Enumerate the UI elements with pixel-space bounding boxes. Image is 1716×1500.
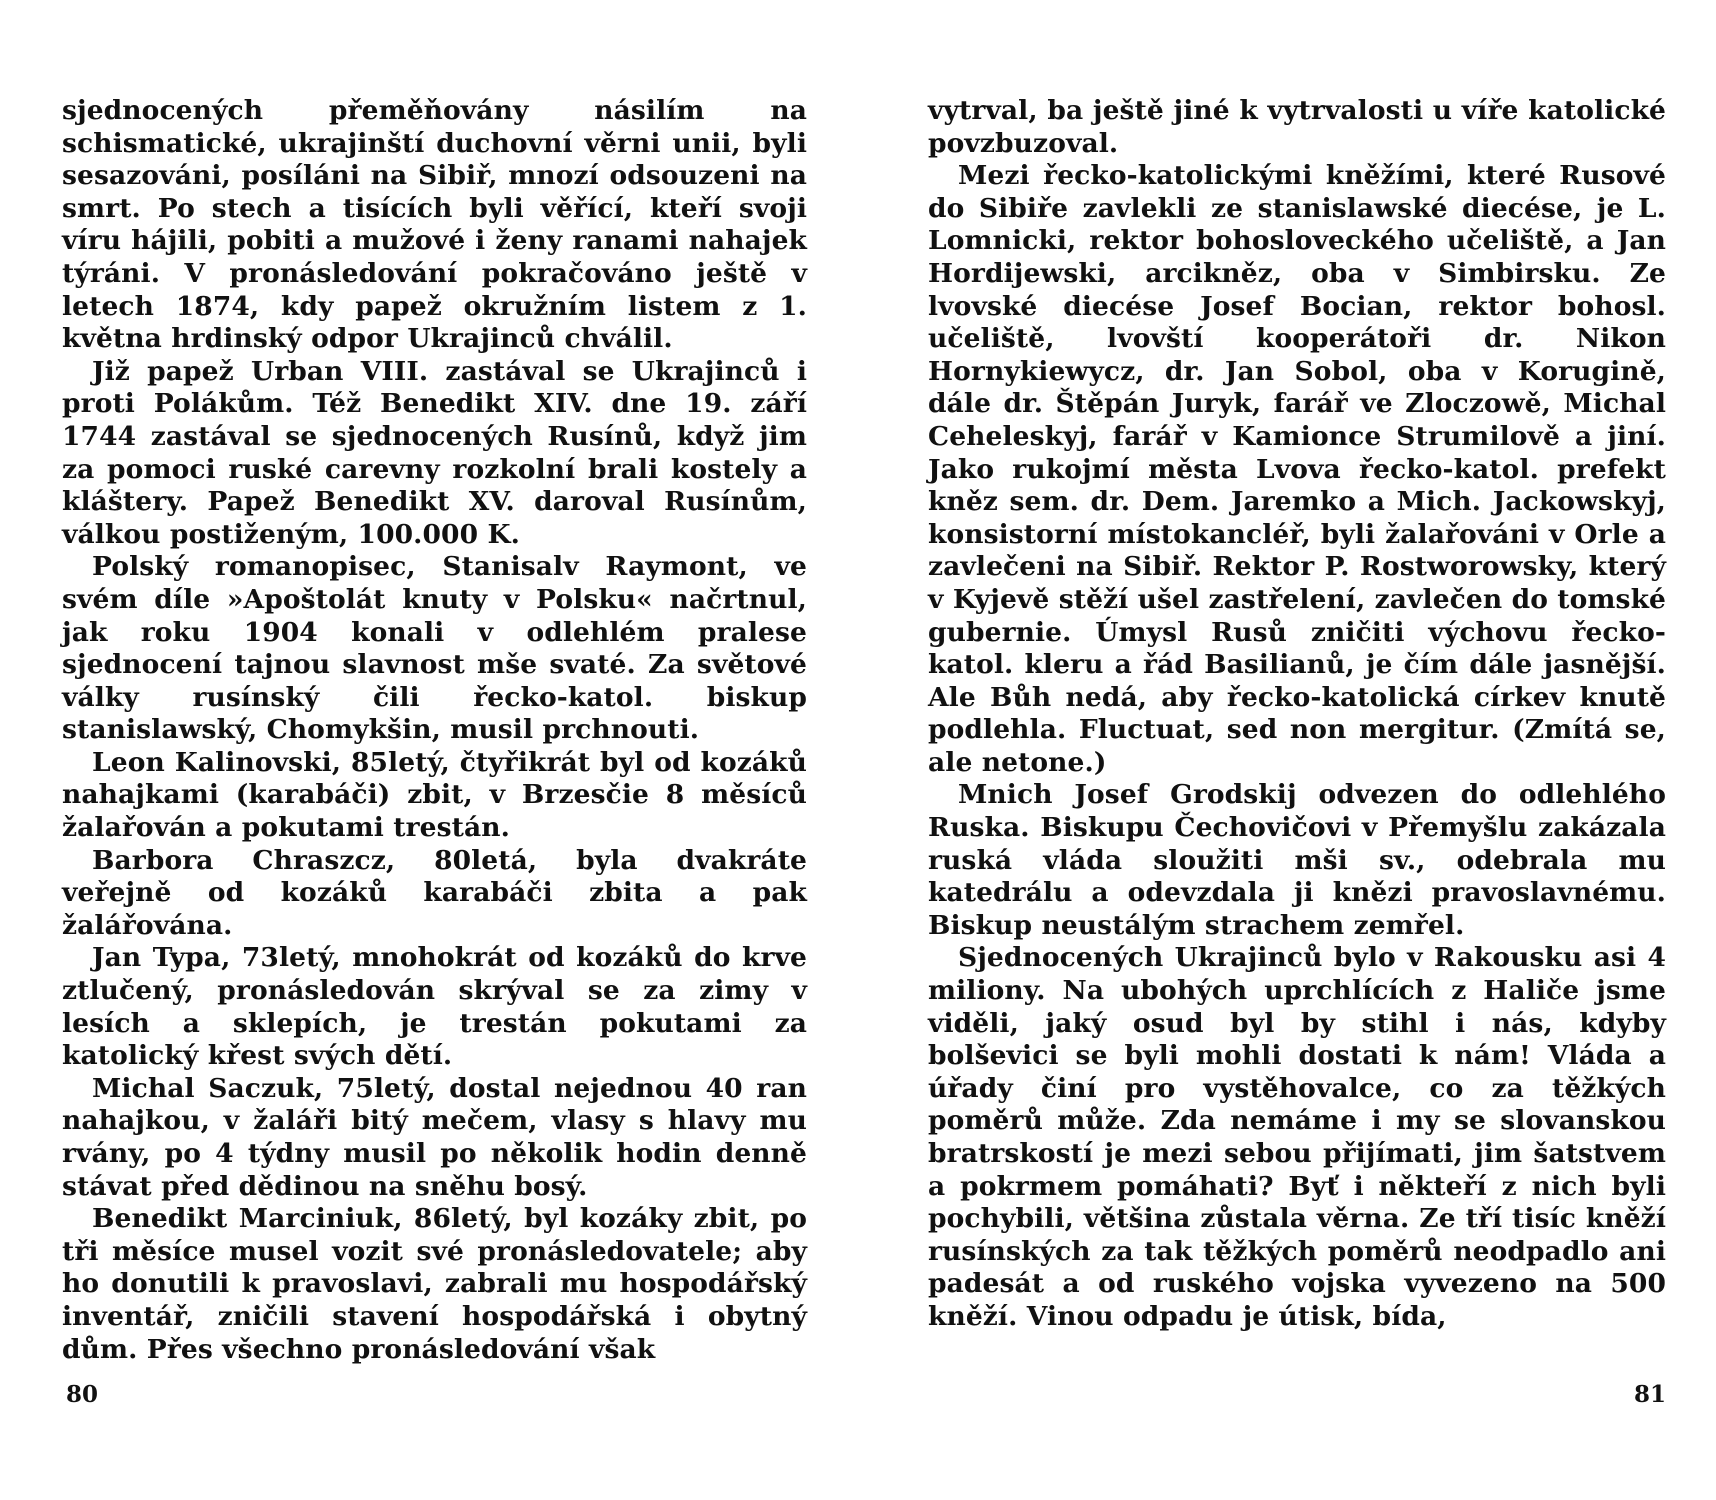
left-page	[62, 95, 807, 1455]
paragraph: Mezi řecko-katolickými kněžími, které Rusové do Sibiře zavlekli ze stanislawské diecése, je L. Lomnicki, rektor bohosloveckého učeliště, a Jan Hordijewski, arcikněz, oba v Simbirsku. Ze lvovské diecése Josef Bocian, rektor bohosl. učeliště, lvovští kooperátoři dr. Nikon Hornykiewycz, dr. Jan Sobol, oba v Korugině, dále dr. Štěpán Juryk, farář ve Zloczowě, Michal Ceheleskyj, farář v Kamionce Strumilově a jiní. Jako rukojmí města Lvova řecko-katol. prefekt kněz sem. dr. Dem. Jaremko a Mich. Jackowskyj, konsistorní místokancléř, byli žalařováni v Orle a zavlečeni na Sibiř. Rektor P. Rostworowsky, který v Kyjevě stěží ušel zastřelení, zavlečen do tomské gubernie. Úmysl Rusů zničiti výchovu řecko-katol. kleru a řád Basilianů, je čím dále jasnější. Ale Bůh nedá, aby řecko-katolická církev knutě podlehla. Fluctuat, sed non mergitur. (Zmítá se, ale netone.)	[928, 160, 1666, 778]
paragraph: Polský romanopisec, Stanisalv Raymont, ve svém díle »Apoštolát knuty v Polsku« načrtnul, jak roku 1904 konali v odlehlém pralese sjednocení tajnou slavnost mše svaté. Za světové války rusínský čili řecko-katol. biskup stanislawský, Chomykšin, musil prchnouti.	[62, 551, 807, 746]
paragraph: Sjednocených Ukrajinců bylo v Rakousku asi 4 miliony. Na ubohých uprchlících z Haliče jsme viděli, jaký osud byl by stihl i nás, kdyby bolševici se byli mohli dostati k nám! Vláda a úřady činí pro vystěhovalce, co za těžkých poměrů může. Zda nemáme i my se slovanskou bratrskostí je mezi sebou přijímati, jim šatstvem a pokrmem pomáhati? Byť i někteří z nich byli pochybili, většina zůstala věrna. Ze tří tisíc kněží rusínských za tak těžkých poměrů neodpadlo ani padesát a od ruského vojska vyvezeno na 500 kněží. Vinou odpadu je útisk, bída,	[928, 942, 1666, 1332]
page-number-right: 81	[1633, 1381, 1666, 1408]
page-number-left: 80	[66, 1381, 99, 1408]
paragraph: vytrval, ba ještě jiné k vytrvalosti u víře katolické povzbuzoval.	[928, 95, 1666, 159]
paragraph: Jan Typa, 73letý, mnohokrát od kozáků do krve ztlučený, pronásledován skrýval se za zimy v lesích a sklepích, je trestán pokutami za katolický křest svých dětí.	[62, 942, 807, 1072]
paragraph: sjednocených přeměňovány násilím na schismatické, ukrajinští duchovní věrni unii, byli sesazováni, posíláni na Sibiř, mnozí odsouzeni na smrt. Po stech a tisících byli věřící, kteří svoji víru hájili, pobiti a mužové i ženy ranami nahajek týráni. V pronásledování pokračováno ještě v letech 1874, kdy papež okružním listem z 1. května hrdinský odpor Ukrajinců chválil.	[62, 95, 807, 355]
paragraph: Leon Kalinovski, 85letý, čtyřikrát byl od kozáků nahajkami (karabáči) zbit, v Brzesčie 8 měsíců žalařován a pokutami trestán.	[62, 746, 807, 844]
right-page-text	[928, 95, 1666, 1334]
paragraph: Michal Saczuk, 75letý, dostal nejednou 40 ran nahajkou, v žaláři bitý mečem, vlasy s hlavy mu rvány, po 4 týdny musil po několik hodin denně stávat před dědinou na sněhu bosý.	[62, 1072, 807, 1202]
paragraph: Benedikt Marciniuk, 86letý, byl kozáky zbit, po tři měsíce musel vozit své pronásledovatele; aby ho donutili k pravoslavi, zabrali mu hospodářský inventář, zničili stavení hospodářská i obytný dům. Přes všechno pronásledování však	[62, 1203, 807, 1365]
paragraph: Mnich Josef Grodskij odvezen do odlehlého Ruska. Biskupu Čechovičovi v Přemyšlu zakázala ruská vláda sloužiti mši sv., odebrala mu katedrálu a odevzdala ji knězi pravoslavnému. Biskup neustálým strachem zemřel.	[928, 779, 1666, 941]
paragraph: Již papež Urban VIII. zastával se Ukrajinců i proti Polákům. Též Benedikt XIV. dne 19. září 1744 zastával se sjednocených Rusínů, když jim za pomoci ruské carevny rozkolní brali kostely a kláštery. Papež Benedikt XV. daroval Rusínům, válkou postiženým, 100.000 K.	[62, 355, 807, 550]
paragraph: Barbora Chraszcz, 80letá, byla dvakráte veřejně od kozáků karabáči zbita a pak žalářována.	[62, 844, 807, 941]
right-page	[928, 95, 1666, 1455]
left-page-text	[62, 95, 807, 1366]
